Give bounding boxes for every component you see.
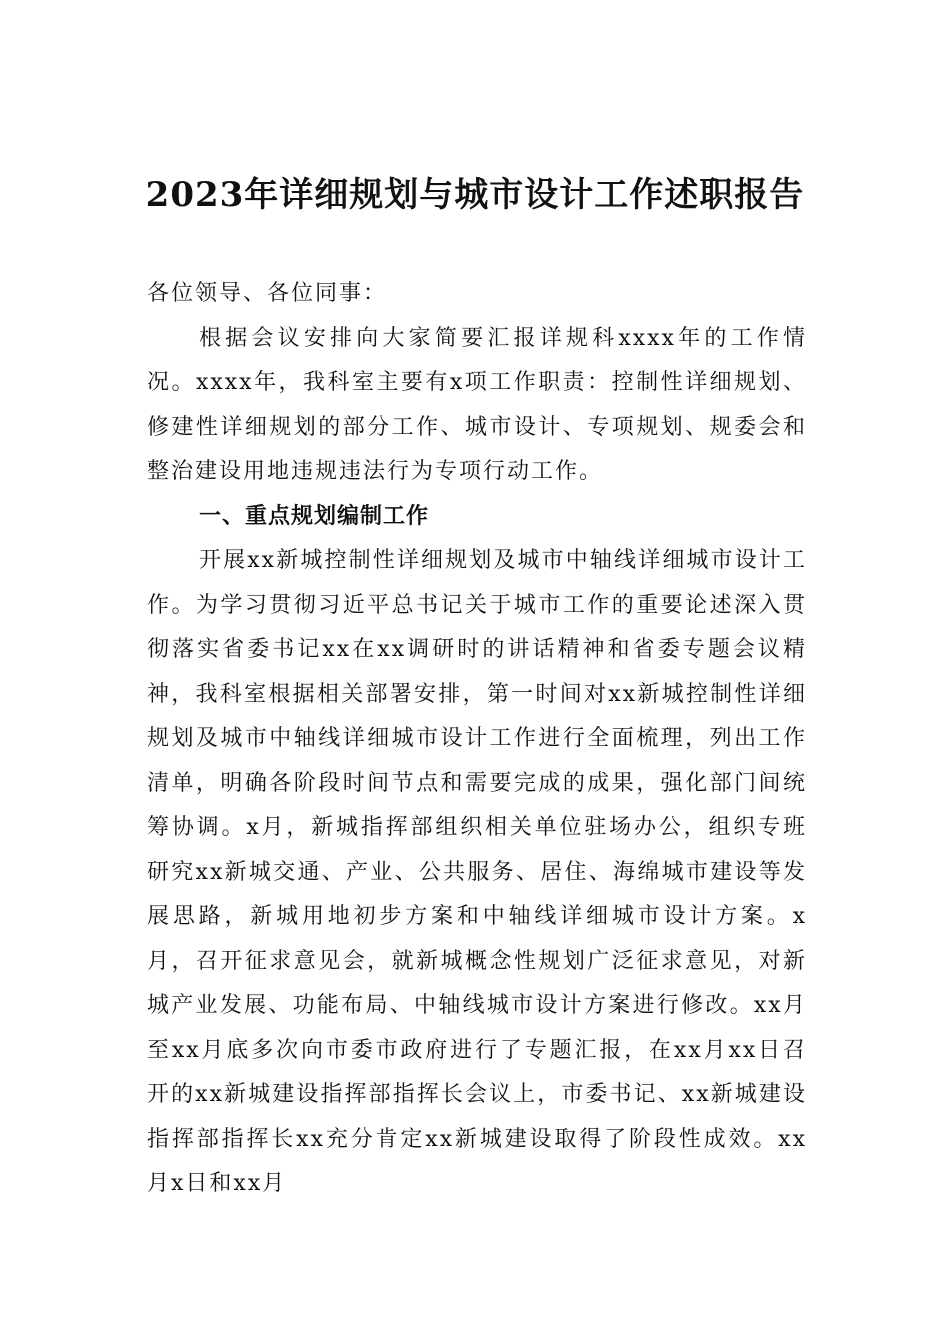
section-paragraph: 开展xx新城控制性详细规划及城市中轴线详细城市设计工作。为学习贯彻习近平总书记关于城市工作的重要论述深入贯彻落实省委书记xx在xx调研时的讲话精神和省委专题会议精神，我科室根据相关部署安排，第一时间对xx新城控制性详细规划及城市中轴线详细城市设计工作进行全面梳理，列出工作清单，明确各阶段时间节点和需要完成的成果，强化部门间统筹协调。x月，新城指挥部组织相关单位驻场办公，组织专班研究xx新城交通、产业、公共服务、居住、海绵城市建设等发展思路，新城用地初步方案和中轴线详细城市设计方案。x月，召开征求意见会，就新城概念性规划广泛征求意见，对新城产业发展、功能布局、中轴线城市设计方案进行修改。xx月至xx月底多次向市委市政府进行了专题汇报，在xx月xx日召开的xx新城建设指挥部指挥长会议上，市委书记、xx新城建设指挥部指挥长xx充分肯定xx新城建设取得了阶段性成效。xx月x日和xx月 [147,548,807,1196]
document-title: 2023年详细规划与城市设计工作述职报告 [145,175,805,215]
section-heading: 一、重点规划编制工作 [199,503,430,529]
salutation: 各位领导、各位同事： [147,281,388,306]
document-body [147,272,807,1207]
intro-paragraph: 根据会议安排向大家简要汇报详规科xxxx年的工作情况。xxxx年，我科室主要有x项工作职责：控制性详细规划、修建性详细规划的部分工作、城市设计、专项规划、规委会和整治建设用地违规违法行为专项行动工作。 [147,325,807,484]
